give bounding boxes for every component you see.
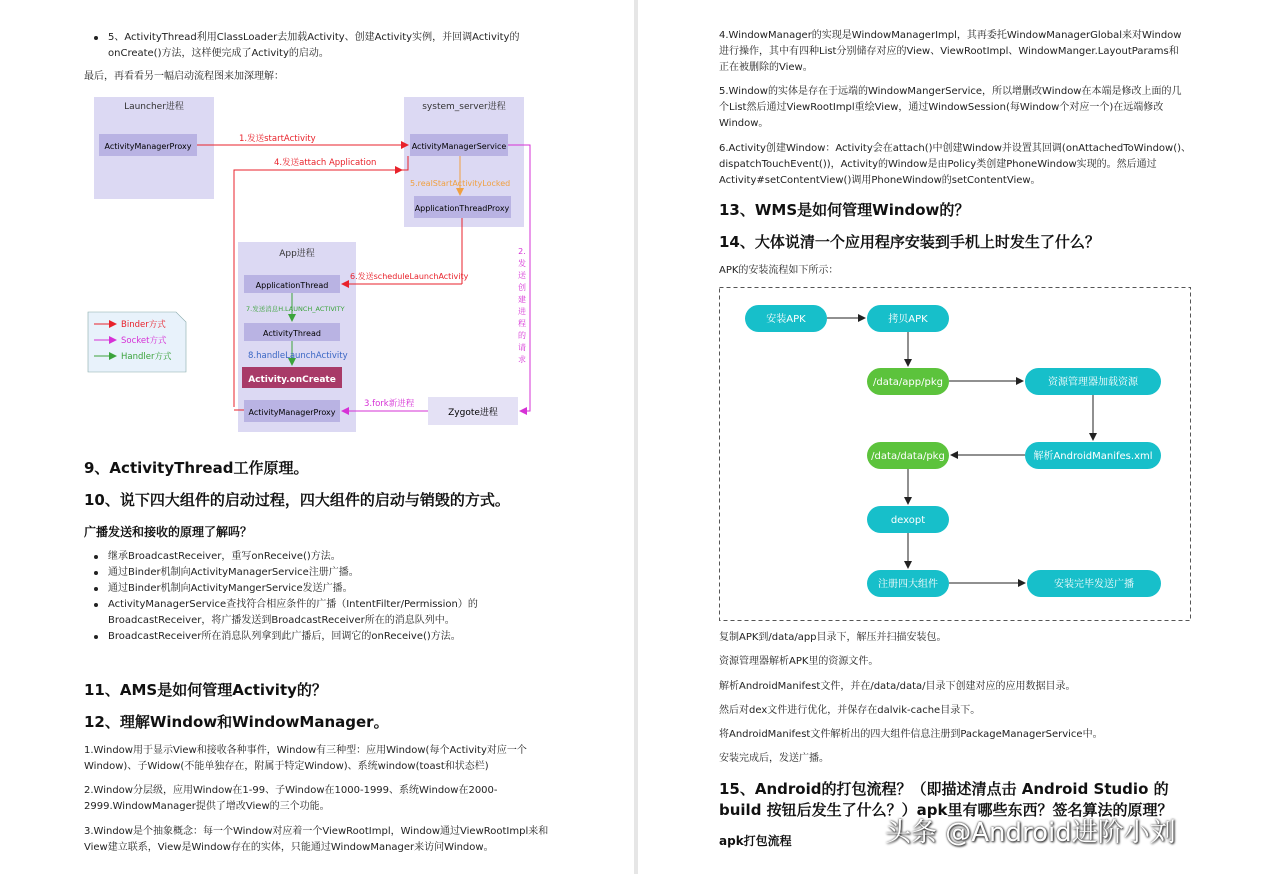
bullet-5-item: 5、ActivityThread利用ClassLoader去加载Activity、创建Activity实例，并回调Activity的 onCreate()方法，这样便完成了Activity的启动。 xyxy=(84,30,604,62)
amp-label: ActivityManagerProxy xyxy=(104,142,192,151)
list-item: ActivityManagerService查找符合相应条件的广播（IntentFilter/Permission）的 BroadcastReceiver，将广播发送到BroadcastReceiver所在的消息队列中。 xyxy=(84,597,604,629)
atp-label: ApplicationThreadProxy xyxy=(414,204,510,213)
edge-2-label xyxy=(518,247,526,364)
legend-binder: Binder方式 xyxy=(121,320,166,330)
paragraph-3: 3.Window是个抽象概念：每一个Window对应着一个ViewRootImpl，Window通过ViewRootImpl来和 View建立联系，View是Window存在的实体，只能通过WindowManager来访问Window。 xyxy=(84,826,549,853)
oncreate-label: Activity.onCreate xyxy=(248,375,336,385)
step-2: 资源管理器解析APK里的资源文件。 xyxy=(719,656,879,667)
heading-9: 9、ActivityThread工作原理。 xyxy=(84,459,309,477)
node-parse-manifest-label: 解析AndroidManifes.xml xyxy=(1033,451,1153,462)
list-item: 通过Binder机制向ActivityMangerService发送广播。 xyxy=(84,581,604,597)
node-dexopt-label: dexopt xyxy=(890,515,926,526)
legend-socket: Socket方式 xyxy=(121,336,167,346)
svg-text:2.: 2. xyxy=(518,247,526,256)
node-broadcast-label: 安装完毕发送广播 xyxy=(1054,579,1134,590)
edge-7-label: 7.发送消息H.LAUNCH_ACTIVITY xyxy=(246,305,345,313)
activity-launch-diagram xyxy=(84,92,544,437)
svg-text:程: 程 xyxy=(518,319,526,328)
paragraph-4: 4.WindowManager的实现是WindowManagerImpl，其再委托WindowManagerGlobal来对Window 进行操作，其中有四种List分别储存对应的View、ViewRootImpl、WindowManger.LayoutParams和 正在被删除的View。 xyxy=(719,30,1182,73)
heading-11: 11、AMS是如何管理Activity的？ xyxy=(84,681,327,699)
step-4: 然后对dex文件进行优化，并保存在dalvik-cache目录下。 xyxy=(719,705,981,716)
heading-14: 14、大体说清一个应用程序安装到手机上时发生了什么？ xyxy=(719,233,1100,251)
legend-handler: Handler方式 xyxy=(121,352,172,362)
zygote-label: Zygote进程 xyxy=(448,408,498,418)
bullet-5 xyxy=(84,30,604,62)
watermark: 头条 @Android进阶小刘 xyxy=(885,818,1176,848)
step-3: 解析AndroidManifest文件，并在/data/data/目录下创建对应的应用数据目录。 xyxy=(719,681,1076,692)
heading-12: 12、理解Window和WindowManager。 xyxy=(84,713,389,731)
system-server-title: system_server进程 xyxy=(422,102,506,112)
diagram-intro: 最后，再看看另一幅启动流程图来加深理解： xyxy=(84,71,284,82)
svg-text:发: 发 xyxy=(518,259,526,268)
heading-15: 15、Android的打包流程？（即描述清点击 Android Studio 的 build 按钮后发生了什么？）apk里有哪些东西？签名算法的原理？ xyxy=(719,780,1173,819)
heading-broadcast: 广播发送和接收的原理了解吗？ xyxy=(84,525,253,539)
step-1: 复制APK到/data/app目录下，解压并扫描安装包。 xyxy=(719,632,947,643)
svg-text:送: 送 xyxy=(518,271,526,280)
apk-intro: APK的安装流程如下所示： xyxy=(719,265,839,276)
list-item: BroadcastReceiver所在消息队列拿到此广播后，回调它的onReceive()方法。 xyxy=(84,629,604,645)
paragraph-2: 2.Window分层级，应用Window在1-99、子Window在1000-1999、系统Window在2000- 2999.WindowManager提供了增改View的三个功能。 xyxy=(84,785,498,812)
step-5: 将AndroidManifest文件解析出的四大组件信息注册到PackageManagerService中。 xyxy=(719,729,1103,740)
broadcast-list xyxy=(84,549,604,645)
heading-apk-packaging: apk打包流程 xyxy=(719,834,792,848)
ams-label: ActivityManagerService xyxy=(411,142,507,151)
edge-4-label: 4.发送attach Application xyxy=(274,158,377,168)
svg-text:建: 建 xyxy=(518,295,526,304)
edge-5-label: 5.realStartActivityLocked xyxy=(410,179,511,188)
heading-10: 10、说下四大组件的启动过程，四大组件的启动与销毁的方式。 xyxy=(84,491,510,509)
node-data-app-pkg-label: /data/app/pkg xyxy=(873,377,943,388)
amp2-label: ActivityManagerProxy xyxy=(248,408,336,417)
paragraph-6: 6.Activity创建Window：Activity会在attach()中创建Window并设置其回调(onAttachedToWindow()、 dispatchTouchEvent())，Activity的Window是由Policy类创建PhoneWindow实现的。然后通过 Activity#setContentView()调用PhoneWindow的setContentView。 xyxy=(719,143,1192,186)
node-install-apk-label: 安装APK xyxy=(766,314,806,325)
node-copy-apk-label: 拷贝APK xyxy=(888,314,928,325)
svg-text:请: 请 xyxy=(518,343,526,352)
paragraph-1: 1.Window用于显示View和接收各种事件，Window有三种型：应用Window(每个Activity对应一个 Window)、子Widow(不能单独存在，附属于特定Window)、系统window(toast和状态栏) xyxy=(84,745,527,772)
svg-text:求: 求 xyxy=(518,355,526,364)
heading-13: 13、WMS是如何管理Window的？ xyxy=(719,201,970,219)
svg-text:进: 进 xyxy=(518,307,526,316)
right-page xyxy=(638,0,1266,874)
node-resource-loader-label: 资源管理器加载资源 xyxy=(1048,377,1138,388)
svg-text:创: 创 xyxy=(518,283,526,292)
list-item: 继承BroadcastReceiver，重写onReceive()方法。 xyxy=(84,549,604,565)
svg-text:的: 的 xyxy=(518,331,526,340)
edge-1-label: 1.发送startActivity xyxy=(239,134,316,144)
list-item: 通过Binder机制向ActivityManagerService注册广播。 xyxy=(84,565,604,581)
edge-3-label: 3.fork新进程 xyxy=(364,399,415,409)
app-thread-label: ApplicationThread xyxy=(255,281,329,290)
edge-8-label: 8.handleLaunchActivity xyxy=(248,351,348,361)
edge-6-label: 6.发送scheduleLaunchActivity xyxy=(350,272,469,281)
launcher-title: Launcher进程 xyxy=(124,102,184,112)
apk-install-flowchart xyxy=(719,287,1191,621)
activity-thread-label: ActivityThread xyxy=(263,329,321,338)
app-title: App进程 xyxy=(279,249,315,259)
paragraph-5: 5.Window的实体是存在于远端的WindowMangerService，所以增删改Window在本端是修改上面的几 个List然后通过ViewRootImpl重绘View，通过WindowSession(每Window个对应一个)在远端修改 Window。 xyxy=(719,86,1182,129)
step-6: 安装完成后，发送广播。 xyxy=(719,753,829,764)
node-register-components-label: 注册四大组件 xyxy=(878,579,938,590)
node-data-data-pkg-label: /data/data/pkg xyxy=(871,451,945,462)
